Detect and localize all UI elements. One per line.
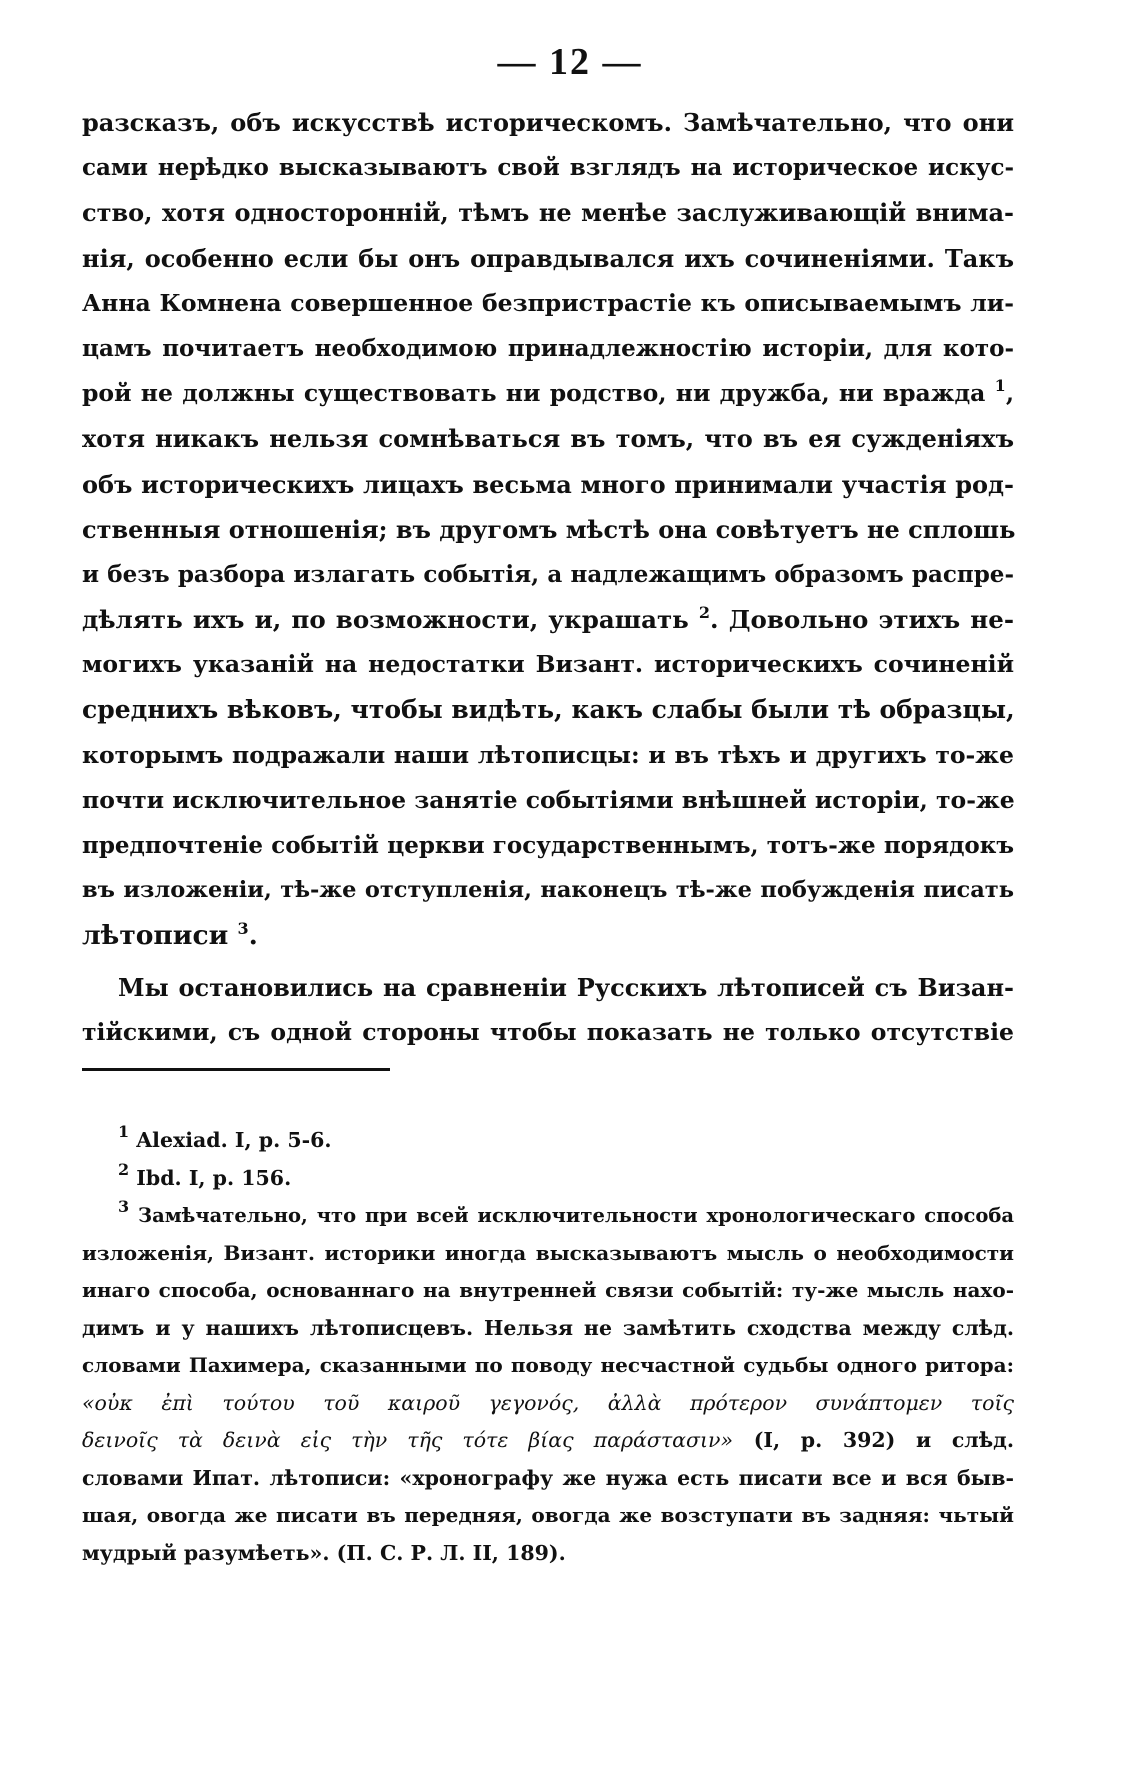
- footnote-line: шая, овогда же писати въ передняя, овогда же возступати въ задняя: чьтый: [82, 1503, 1014, 1527]
- text-segment: лѣтописи: [82, 920, 229, 952]
- footnote-ref: 2: [698, 603, 711, 623]
- greek-quote: δεινοῖς τὰ δεινὰ εἰς τὴν τῆς τότε βίας παράστασιν»: [82, 1428, 734, 1452]
- greek-quote-line: «οὐκ ἐπὶ τούτου τοῦ καιροῦ γεγονός, ἀλλὰ πρότερον συνάπτομεν τοῖς: [82, 1390, 1014, 1415]
- text-line: Мы остановились на сравненіи Русскихъ лѣтописей съ Визан-: [118, 972, 1014, 1002]
- footnote-3: [82, 1197, 1014, 1235]
- text-line: [82, 913, 1014, 958]
- footnote-line: мудрый разумѣеть». (П. С. Р. Л. II, 189).: [82, 1540, 566, 1565]
- text-segment: дѣлять ихъ и, по возможности, украшать: [82, 605, 689, 635]
- text-line: цамъ почитаетъ необходимою принадлежностію исторіи, для кото-: [82, 334, 1014, 362]
- footnote-text: Ibd. I, p. 156.: [136, 1165, 292, 1190]
- text-line: предпочтеніе событій церкви государственнымъ, тотъ-же порядокъ: [82, 832, 1014, 859]
- footnote-1: [82, 1122, 1014, 1160]
- text-line: объ историческихъ лицахъ весьма много принимали участія род-: [82, 469, 1014, 499]
- text-line: ственныя отношенія; въ другомъ мѣстѣ она совѣтуетъ не сплошь: [82, 514, 1016, 544]
- text-line: нія, особенно если бы онъ оправдывался ихъ сочиненіями. Такъ: [82, 243, 1014, 273]
- footnote-mark: 2: [118, 1159, 130, 1179]
- text-line: въ изложеніи, тѣ-же отступленія, наконецъ тѣ-же побужденія писать: [82, 877, 1014, 904]
- text-line: сами нерѣдко высказываютъ свой взглядъ на историческое искус-: [82, 154, 1014, 182]
- footnote-line: [82, 1422, 1014, 1460]
- text-line: почти исключительное занятіе событіями внѣшней исторіи, то-же: [82, 785, 1015, 814]
- text-line: хотя никакъ нельзя сомнѣваться въ томъ, что въ ея сужденіяхъ: [82, 424, 1014, 454]
- text-line: ство, хотя односторонній, тѣмъ не менѣе заслуживающій внима-: [82, 198, 1014, 228]
- footnote-text: (I, p. 392) и слѣд.: [733, 1428, 1014, 1452]
- footnote-separator: [82, 1068, 390, 1071]
- text-segment: рой не должны существовать ни родство, ни дружба, ни вражда: [82, 379, 986, 408]
- footnote-text: Замѣчательно, что при всей исключительности хронологическаго способа: [138, 1204, 1014, 1227]
- text-segment: ,: [1005, 379, 1014, 408]
- footnote-ref: 3: [237, 919, 249, 939]
- text-line: разсказъ, объ искусствѣ историческомъ. Замѣчательно, что они: [82, 108, 1014, 137]
- footnote-mark: 3: [118, 1197, 130, 1216]
- footnote-line: словами Пахимера, сказанными по поводу несчастной судьбы одного ритора:: [82, 1353, 1014, 1377]
- footnote-text: Alexiad. I, p. 5-6.: [136, 1128, 332, 1152]
- text-line: тійскими, съ одной стороны чтобы показать не только отсутствіе: [82, 1017, 1014, 1046]
- text-line: [82, 597, 1014, 642]
- footnote-2: [82, 1160, 1014, 1198]
- main-text: [82, 100, 1014, 1055]
- footnotes: [82, 1122, 1014, 1572]
- text-line: среднихъ вѣковъ, чтобы видѣть, какъ слабы были тѣ образцы,: [82, 695, 1015, 725]
- text-line: Анна Комнена совершенное безпристрастіе къ описываемымъ ли-: [82, 288, 1014, 317]
- page-number: — 12 —: [497, 41, 643, 83]
- text-line: [82, 371, 1014, 416]
- footnote-line: изложенія, Визант. историки иногда высказываютъ мысль о необходимости: [82, 1240, 1014, 1265]
- footnote-line: инаго способа, основаннаго на внутренней связи событій: ту-же мысль нахо-: [82, 1278, 1014, 1302]
- text-line: которымъ подражали наши лѣтописцы: и въ тѣхъ и другихъ то-же: [82, 740, 1014, 769]
- footnote-line: димъ и у нашихъ лѣтописцевъ. Нельзя не замѣтить сходства между слѣд.: [82, 1315, 1014, 1340]
- footnote-line: словами Ипат. лѣтописи: «хронографу же нужа есть писати все и вся быв-: [82, 1465, 1014, 1490]
- text-segment: .: [248, 920, 258, 952]
- footnote-ref: 1: [994, 376, 1006, 396]
- text-line: могихъ указаній на недостатки Визант. историческихъ сочиненій: [82, 650, 1014, 679]
- paragraph: [82, 965, 1014, 1055]
- text-line: и безъ разбора излагать событія, а надлежащимъ образомъ распре-: [82, 560, 1014, 588]
- text-segment: . Довольно этихъ не-: [710, 605, 1014, 635]
- footnote-mark: 1: [118, 1122, 130, 1141]
